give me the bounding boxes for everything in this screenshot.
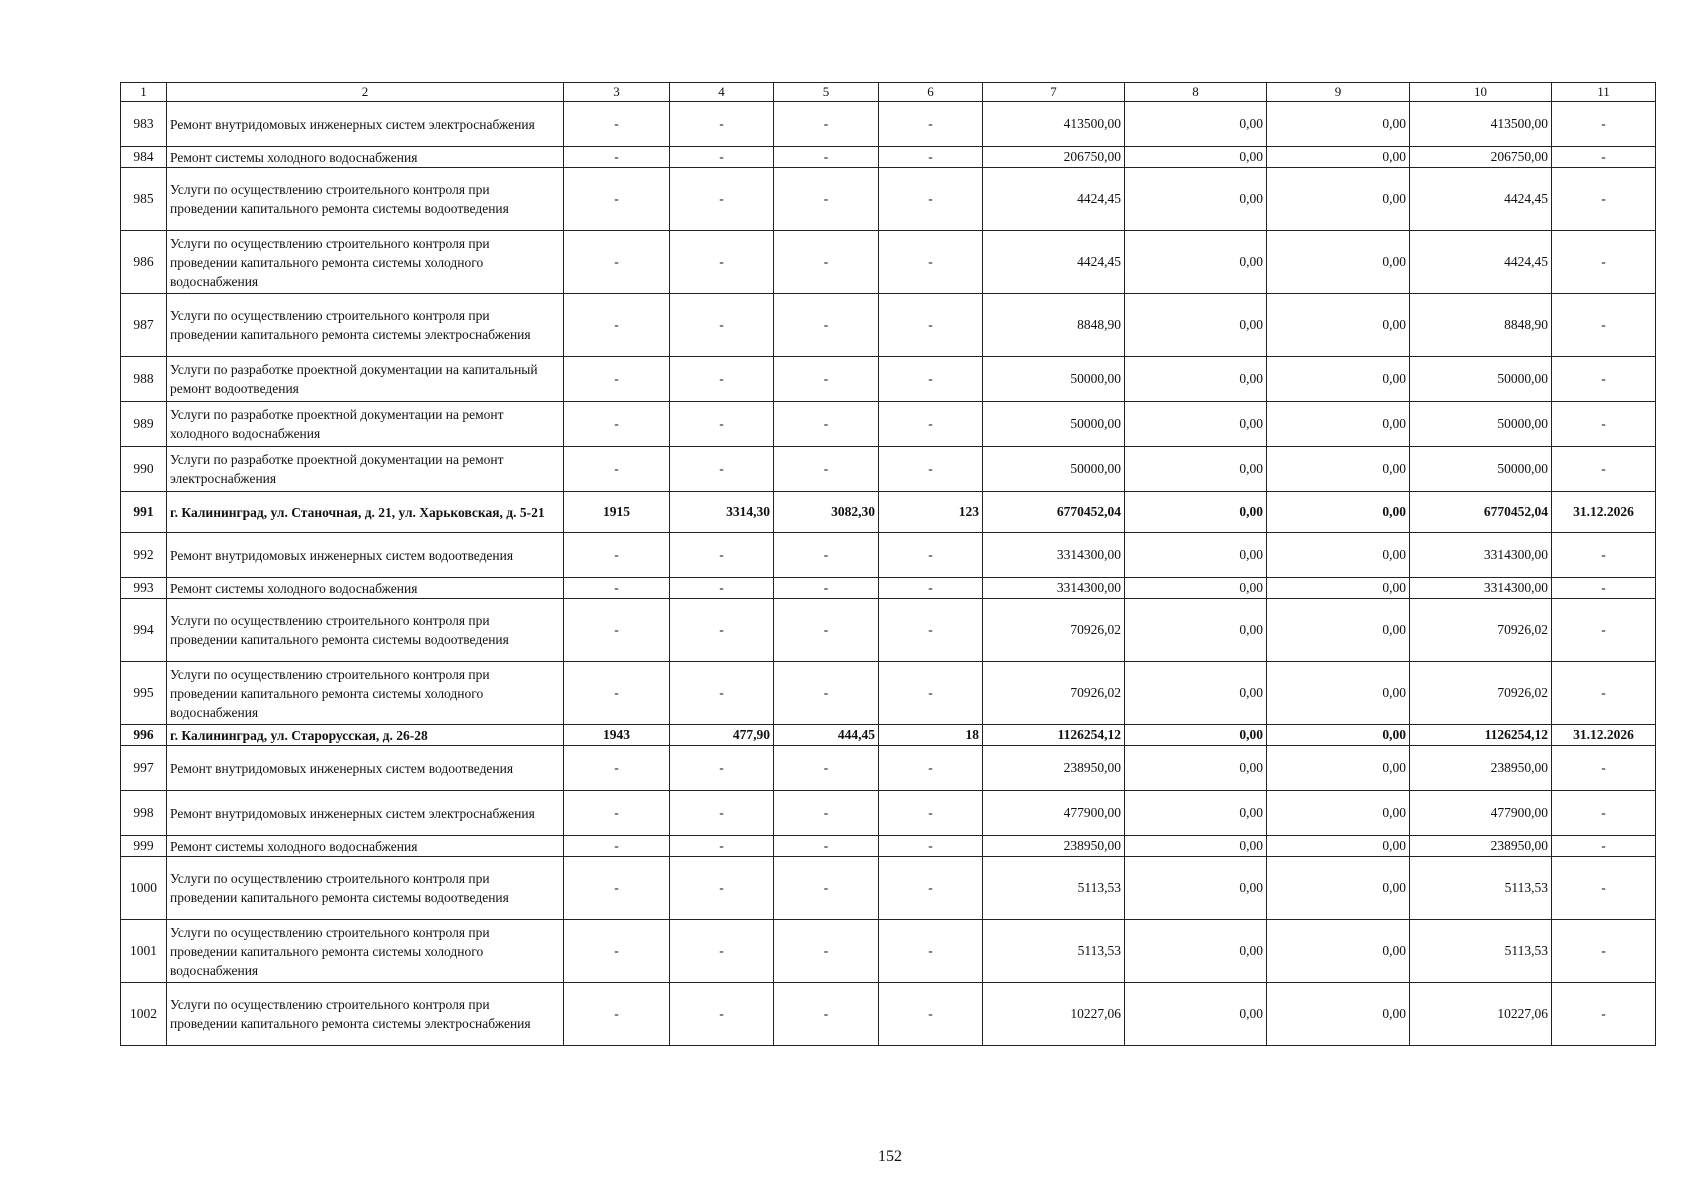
row-description: Услуги по осуществлению строительного контроля при проведении капитального ремонта системы водоотведения: [167, 168, 564, 231]
table-row: [121, 836, 1656, 857]
col3-cell: -: [564, 920, 670, 983]
row-number: 1002: [121, 983, 167, 1046]
row-number: 997: [121, 746, 167, 791]
col5-cell: -: [774, 836, 879, 857]
col6-cell: -: [879, 836, 983, 857]
col9-amount: 0,00: [1267, 357, 1410, 402]
col11-date: -: [1552, 447, 1656, 492]
col10-amount: 50000,00: [1410, 402, 1552, 447]
col11-date: -: [1552, 791, 1656, 836]
col3-cell: -: [564, 231, 670, 294]
col4-cell: -: [670, 599, 774, 662]
col4-cell: -: [670, 746, 774, 791]
col8-amount: 0,00: [1125, 920, 1267, 983]
table-row: [121, 294, 1656, 357]
col4-cell: -: [670, 147, 774, 168]
table-row: [121, 357, 1656, 402]
col9-amount: 0,00: [1267, 578, 1410, 599]
col7-amount: 413500,00: [983, 102, 1125, 147]
col9-amount: 0,00: [1267, 231, 1410, 294]
col7-amount: 206750,00: [983, 147, 1125, 168]
col3-cell: -: [564, 168, 670, 231]
table-row: [121, 147, 1656, 168]
col7-amount: 3314300,00: [983, 533, 1125, 578]
col10-amount: 238950,00: [1410, 746, 1552, 791]
row-number: 988: [121, 357, 167, 402]
row-description: Ремонт системы холодного водоснабжения: [167, 578, 564, 599]
row-description: Ремонт системы холодного водоснабжения: [167, 147, 564, 168]
row-description: Ремонт системы холодного водоснабжения: [167, 836, 564, 857]
col8-amount: 0,00: [1125, 168, 1267, 231]
col4-cell: -: [670, 168, 774, 231]
table-row: [121, 857, 1656, 920]
col-header: 10: [1410, 83, 1552, 102]
col11-date: -: [1552, 102, 1656, 147]
table-row: [121, 746, 1656, 791]
col11-date: -: [1552, 402, 1656, 447]
col9-amount: 0,00: [1267, 857, 1410, 920]
col11-date: 31.12.2026: [1552, 492, 1656, 533]
col10-amount: 8848,90: [1410, 294, 1552, 357]
row-description: Ремонт внутридомовых инженерных систем водоотведения: [167, 533, 564, 578]
col5-cell: -: [774, 533, 879, 578]
col5-cell: -: [774, 102, 879, 147]
row-description: Услуги по разработке проектной документации на капитальный ремонт водоотведения: [167, 357, 564, 402]
col6-cell: 123: [879, 492, 983, 533]
col10-amount: 70926,02: [1410, 599, 1552, 662]
col7-amount: 238950,00: [983, 836, 1125, 857]
column-number-header-row: [121, 83, 1656, 102]
col-header: 11: [1552, 83, 1656, 102]
col9-amount: 0,00: [1267, 599, 1410, 662]
col10-amount: 50000,00: [1410, 447, 1552, 492]
col6-cell: -: [879, 147, 983, 168]
row-description: Услуги по разработке проектной документации на ремонт холодного водоснабжения: [167, 402, 564, 447]
col10-amount: 238950,00: [1410, 836, 1552, 857]
col4-cell: -: [670, 791, 774, 836]
col10-amount: 10227,06: [1410, 983, 1552, 1046]
col8-amount: 0,00: [1125, 357, 1267, 402]
col5-cell: -: [774, 662, 879, 725]
table-row: [121, 102, 1656, 147]
col9-amount: 0,00: [1267, 447, 1410, 492]
col5-cell: -: [774, 294, 879, 357]
col6-cell: -: [879, 662, 983, 725]
row-number: 992: [121, 533, 167, 578]
col6-cell: -: [879, 920, 983, 983]
row-number: 999: [121, 836, 167, 857]
col7-amount: 238950,00: [983, 746, 1125, 791]
table-row: [121, 533, 1656, 578]
col5-cell: -: [774, 857, 879, 920]
col3-cell: 1943: [564, 725, 670, 746]
col8-amount: 0,00: [1125, 447, 1267, 492]
row-number: 1001: [121, 920, 167, 983]
col9-amount: 0,00: [1267, 492, 1410, 533]
col11-date: -: [1552, 231, 1656, 294]
col8-amount: 0,00: [1125, 746, 1267, 791]
col4-cell: -: [670, 447, 774, 492]
col11-date: -: [1552, 294, 1656, 357]
col5-cell: -: [774, 599, 879, 662]
col10-amount: 5113,53: [1410, 920, 1552, 983]
col5-cell: -: [774, 447, 879, 492]
col4-cell: 477,90: [670, 725, 774, 746]
col11-date: -: [1552, 147, 1656, 168]
col7-amount: 5113,53: [983, 920, 1125, 983]
col11-date: -: [1552, 836, 1656, 857]
col9-amount: 0,00: [1267, 102, 1410, 147]
col6-cell: -: [879, 294, 983, 357]
row-number: 995: [121, 662, 167, 725]
col11-date: -: [1552, 357, 1656, 402]
col-header: 8: [1125, 83, 1267, 102]
col9-amount: 0,00: [1267, 294, 1410, 357]
col8-amount: 0,00: [1125, 402, 1267, 447]
col11-date: -: [1552, 533, 1656, 578]
col7-amount: 4424,45: [983, 168, 1125, 231]
col4-cell: -: [670, 533, 774, 578]
table-body: [121, 102, 1656, 1046]
col4-cell: -: [670, 294, 774, 357]
col-header: 2: [167, 83, 564, 102]
col3-cell: -: [564, 533, 670, 578]
col8-amount: 0,00: [1125, 983, 1267, 1046]
col8-amount: 0,00: [1125, 857, 1267, 920]
col9-amount: 0,00: [1267, 147, 1410, 168]
col6-cell: 18: [879, 725, 983, 746]
col6-cell: -: [879, 599, 983, 662]
row-number: 996: [121, 725, 167, 746]
row-number: 984: [121, 147, 167, 168]
col10-amount: 413500,00: [1410, 102, 1552, 147]
table-row: [121, 231, 1656, 294]
col8-amount: 0,00: [1125, 294, 1267, 357]
col9-amount: 0,00: [1267, 920, 1410, 983]
col3-cell: -: [564, 662, 670, 725]
col8-amount: 0,00: [1125, 231, 1267, 294]
col5-cell: -: [774, 920, 879, 983]
col7-amount: 50000,00: [983, 357, 1125, 402]
col5-cell: -: [774, 231, 879, 294]
col4-cell: -: [670, 357, 774, 402]
col3-cell: -: [564, 746, 670, 791]
col7-amount: 477900,00: [983, 791, 1125, 836]
col8-amount: 0,00: [1125, 725, 1267, 746]
col9-amount: 0,00: [1267, 402, 1410, 447]
repair-schedule-table: [120, 82, 1656, 1046]
col7-amount: 50000,00: [983, 402, 1125, 447]
col11-date: -: [1552, 746, 1656, 791]
col3-cell: -: [564, 983, 670, 1046]
col9-amount: 0,00: [1267, 746, 1410, 791]
col6-cell: -: [879, 983, 983, 1046]
col10-amount: 4424,45: [1410, 231, 1552, 294]
col9-amount: 0,00: [1267, 168, 1410, 231]
col6-cell: -: [879, 102, 983, 147]
col7-amount: 5113,53: [983, 857, 1125, 920]
col8-amount: 0,00: [1125, 836, 1267, 857]
col6-cell: -: [879, 857, 983, 920]
col6-cell: -: [879, 578, 983, 599]
col10-amount: 1126254,12: [1410, 725, 1552, 746]
col6-cell: -: [879, 447, 983, 492]
col10-amount: 50000,00: [1410, 357, 1552, 402]
col3-cell: 1915: [564, 492, 670, 533]
col-header: 6: [879, 83, 983, 102]
col9-amount: 0,00: [1267, 533, 1410, 578]
address-row: [121, 492, 1656, 533]
col10-amount: 3314300,00: [1410, 533, 1552, 578]
row-description: Услуги по осуществлению строительного контроля при проведении капитального ремонта системы водоотведения: [167, 857, 564, 920]
col6-cell: -: [879, 746, 983, 791]
col8-amount: 0,00: [1125, 492, 1267, 533]
col10-amount: 5113,53: [1410, 857, 1552, 920]
col7-amount: 3314300,00: [983, 578, 1125, 599]
col-header: 9: [1267, 83, 1410, 102]
col4-cell: -: [670, 662, 774, 725]
row-number: 987: [121, 294, 167, 357]
col3-cell: -: [564, 147, 670, 168]
table-row: [121, 791, 1656, 836]
col4-cell: -: [670, 231, 774, 294]
col9-amount: 0,00: [1267, 662, 1410, 725]
col3-cell: -: [564, 102, 670, 147]
table-row: [121, 920, 1656, 983]
row-number: 983: [121, 102, 167, 147]
table-row: [121, 983, 1656, 1046]
col5-cell: -: [774, 578, 879, 599]
col9-amount: 0,00: [1267, 836, 1410, 857]
col11-date: -: [1552, 920, 1656, 983]
col11-date: -: [1552, 983, 1656, 1046]
col7-amount: 4424,45: [983, 231, 1125, 294]
col11-date: -: [1552, 857, 1656, 920]
col7-amount: 70926,02: [983, 662, 1125, 725]
col3-cell: -: [564, 402, 670, 447]
row-number: 993: [121, 578, 167, 599]
col5-cell: 444,45: [774, 725, 879, 746]
col6-cell: -: [879, 357, 983, 402]
col4-cell: -: [670, 836, 774, 857]
col10-amount: 6770452,04: [1410, 492, 1552, 533]
col5-cell: 3082,30: [774, 492, 879, 533]
row-description: Услуги по осуществлению строительного контроля при проведении капитального ремонта системы водоотведения: [167, 599, 564, 662]
col-header: 4: [670, 83, 774, 102]
col11-date: -: [1552, 599, 1656, 662]
col11-date: -: [1552, 662, 1656, 725]
row-description: Ремонт внутридомовых инженерных систем электроснабжения: [167, 791, 564, 836]
col10-amount: 4424,45: [1410, 168, 1552, 231]
col4-cell: -: [670, 983, 774, 1046]
table-row: [121, 168, 1656, 231]
col5-cell: -: [774, 357, 879, 402]
col-header: 1: [121, 83, 167, 102]
col3-cell: -: [564, 357, 670, 402]
col8-amount: 0,00: [1125, 533, 1267, 578]
col6-cell: -: [879, 791, 983, 836]
col6-cell: -: [879, 402, 983, 447]
row-number: 1000: [121, 857, 167, 920]
row-number: 991: [121, 492, 167, 533]
col3-cell: -: [564, 791, 670, 836]
row-description: Ремонт внутридомовых инженерных систем водоотведения: [167, 746, 564, 791]
col8-amount: 0,00: [1125, 791, 1267, 836]
row-number: 990: [121, 447, 167, 492]
row-description: Услуги по разработке проектной документации на ремонт электроснабжения: [167, 447, 564, 492]
row-description: Услуги по осуществлению строительного контроля при проведении капитального ремонта системы холодного водоснабжения: [167, 662, 564, 725]
col5-cell: -: [774, 746, 879, 791]
col8-amount: 0,00: [1125, 147, 1267, 168]
page-number: 152: [878, 1148, 902, 1165]
col4-cell: -: [670, 402, 774, 447]
col6-cell: -: [879, 231, 983, 294]
row-description: г. Калининград, ул. Старорусская, д. 26-28: [167, 725, 564, 746]
col9-amount: 0,00: [1267, 725, 1410, 746]
col-header: 7: [983, 83, 1125, 102]
col8-amount: 0,00: [1125, 662, 1267, 725]
address-row: [121, 725, 1656, 746]
col-header: 3: [564, 83, 670, 102]
row-number: 994: [121, 599, 167, 662]
table-row: [121, 578, 1656, 599]
row-description: Услуги по осуществлению строительного контроля при проведении капитального ремонта системы холодного водоснабжения: [167, 920, 564, 983]
col7-amount: 6770452,04: [983, 492, 1125, 533]
col4-cell: 3314,30: [670, 492, 774, 533]
table-row: [121, 599, 1656, 662]
col3-cell: -: [564, 836, 670, 857]
col10-amount: 477900,00: [1410, 791, 1552, 836]
row-number: 985: [121, 168, 167, 231]
col4-cell: -: [670, 578, 774, 599]
col3-cell: -: [564, 578, 670, 599]
col7-amount: 8848,90: [983, 294, 1125, 357]
col9-amount: 0,00: [1267, 791, 1410, 836]
col3-cell: -: [564, 599, 670, 662]
row-number: 986: [121, 231, 167, 294]
row-description: Услуги по осуществлению строительного контроля при проведении капитального ремонта системы электроснабжения: [167, 983, 564, 1046]
col8-amount: 0,00: [1125, 578, 1267, 599]
col5-cell: -: [774, 402, 879, 447]
col-header: 5: [774, 83, 879, 102]
col5-cell: -: [774, 983, 879, 1046]
col4-cell: -: [670, 102, 774, 147]
col3-cell: -: [564, 857, 670, 920]
col4-cell: -: [670, 920, 774, 983]
col11-date: -: [1552, 168, 1656, 231]
col5-cell: -: [774, 147, 879, 168]
col7-amount: 10227,06: [983, 983, 1125, 1046]
col3-cell: -: [564, 447, 670, 492]
col6-cell: -: [879, 533, 983, 578]
col7-amount: 70926,02: [983, 599, 1125, 662]
col5-cell: -: [774, 168, 879, 231]
col10-amount: 206750,00: [1410, 147, 1552, 168]
col8-amount: 0,00: [1125, 102, 1267, 147]
col6-cell: -: [879, 168, 983, 231]
col7-amount: 50000,00: [983, 447, 1125, 492]
col10-amount: 3314300,00: [1410, 578, 1552, 599]
col11-date: -: [1552, 578, 1656, 599]
row-description: Услуги по осуществлению строительного контроля при проведении капитального ремонта системы электроснабжения: [167, 294, 564, 357]
table-row: [121, 447, 1656, 492]
col8-amount: 0,00: [1125, 599, 1267, 662]
row-description: Услуги по осуществлению строительного контроля при проведении капитального ремонта системы холодного водоснабжения: [167, 231, 564, 294]
table-row: [121, 402, 1656, 447]
col11-date: 31.12.2026: [1552, 725, 1656, 746]
col5-cell: -: [774, 791, 879, 836]
row-number: 998: [121, 791, 167, 836]
table-row: [121, 662, 1656, 725]
col7-amount: 1126254,12: [983, 725, 1125, 746]
col4-cell: -: [670, 857, 774, 920]
col9-amount: 0,00: [1267, 983, 1410, 1046]
row-description: г. Калининград, ул. Станочная, д. 21, ул. Харьковская, д. 5-21: [167, 492, 564, 533]
row-number: 989: [121, 402, 167, 447]
col10-amount: 70926,02: [1410, 662, 1552, 725]
row-description: Ремонт внутридомовых инженерных систем электроснабжения: [167, 102, 564, 147]
col3-cell: -: [564, 294, 670, 357]
